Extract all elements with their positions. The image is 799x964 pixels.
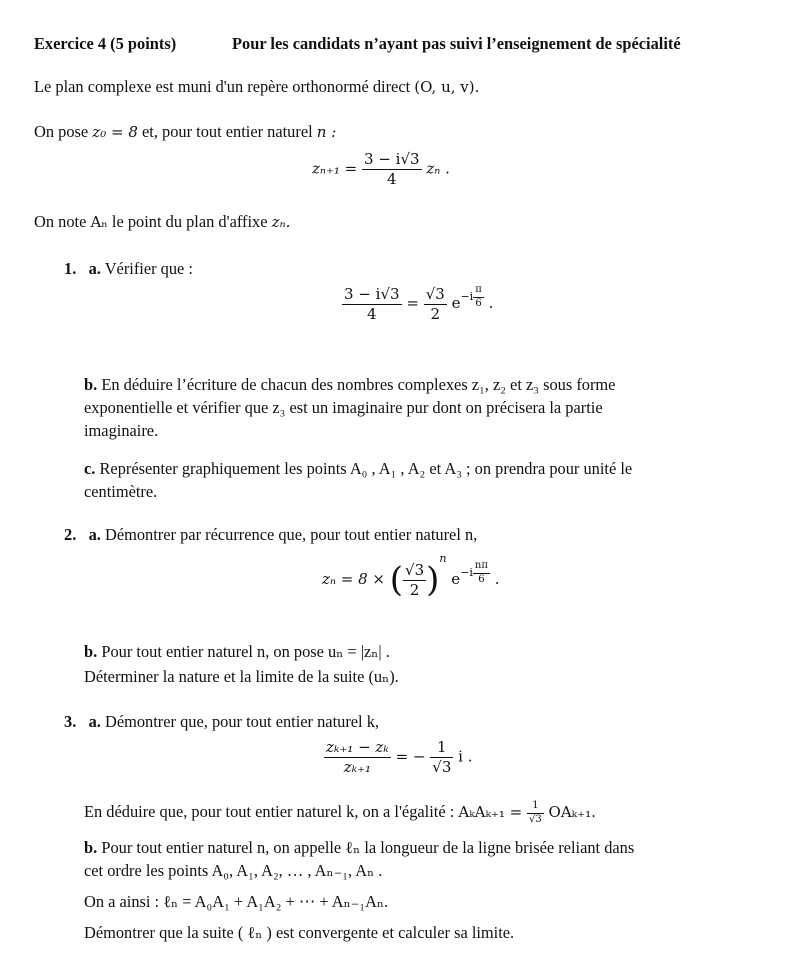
formula-verify: $\frac{3 - i√3}{4}$ = $\frac{√3}{2}$ $e^{-i \frac{\pi}{6}}$ . bbox=[344, 284, 494, 323]
q2-a-label: a. bbox=[88, 525, 101, 544]
q2-b-line2: Déterminer la nature et la limite de la suite (uₙ). bbox=[84, 667, 399, 686]
q3-a-label: a. bbox=[88, 712, 101, 731]
q3-a: 3. a. Démontrer que, pour tout entier naturel k, bbox=[64, 712, 379, 731]
fraction: $\frac{√3}{2}$ bbox=[405, 560, 425, 599]
q3-b-line3: On a ainsi : ℓₙ = A₀A₁ + A₁A₂ + ⋯ + Aₙ₋₁Aₙ. bbox=[84, 892, 389, 911]
fraction: $\frac{√3}{2}$ bbox=[425, 284, 445, 323]
q2-b-label: b. bbox=[84, 642, 98, 661]
intro-pose: On pose z₀ = 8 et, pour tout entier naturel n : bbox=[34, 122, 337, 141]
fraction: $\frac{\text{zₖ₊₁ − zₖ}}{\text{zₖ₊₁}}$ bbox=[326, 738, 389, 776]
q3-a-deduce: En déduire que, pour tout entier naturel k, on a l'égalité : AₖAₖ₊₁ = $\frac{1}{√3}$ OAₖ₊₁. bbox=[84, 800, 596, 825]
q1-b-line1: b. En déduire l’écriture de chacun des nombres complexes z₁, z₂ et z₃ sous forme bbox=[84, 375, 616, 394]
exercise-number: Exercice 4 (5 points) bbox=[34, 34, 177, 53]
exercise-audience: Pour les candidats n’ayant pas suivi l’enseignement de spécialité bbox=[232, 34, 681, 53]
fraction: $\frac{1}{√3}$ bbox=[529, 800, 542, 825]
formula-closed-form: zₙ = 8 × ( $\frac{√3}{2}$ )$^n$ $e^{-i \frac{n\pi}{6}}$ . bbox=[322, 552, 500, 600]
q1-c-label: c. bbox=[84, 459, 96, 478]
q3-b-line4: Démontrer que la suite ( ℓₙ ) est convergente et calculer sa limite. bbox=[84, 923, 515, 942]
q1-a: 1. a. Vérifier que : bbox=[64, 259, 193, 278]
exercise-title bbox=[34, 34, 176, 54]
intro-repere: Le plan complexe est muni d'un repère orthonormé direct (O, u, v). bbox=[34, 77, 480, 96]
fraction: $\frac{1}{√3}$ bbox=[432, 738, 452, 776]
repere-math: (O, u, v). bbox=[414, 78, 480, 96]
q1-c-line1: c. Représenter graphiquement les points A₀ , A₁ , A₂ et A₃ ; on prendra pour unité le bbox=[84, 459, 633, 478]
q1-number: 1. bbox=[64, 259, 77, 278]
q1-c-line2: centimètre. bbox=[84, 482, 158, 501]
q3-b-line1: b. Pour tout entier naturel n, on appelle ℓₙ la longueur de la ligne brisée reliant dans bbox=[84, 838, 635, 857]
q2-number: 2. bbox=[64, 525, 77, 544]
fraction: $\frac{3 - i√3}{4}$ bbox=[344, 284, 400, 323]
q1-b-line2: exponentielle et vérifier que z₃ est un imaginaire pur dont on précisera la partie bbox=[84, 398, 603, 417]
q1-b-line3: imaginaire. bbox=[84, 421, 159, 440]
q1-b-label: b. bbox=[84, 375, 98, 394]
q3-b-line2: cet ordre les points A₀, A₁, A₂, … , Aₙ₋₁, Aₙ . bbox=[84, 861, 383, 880]
exponent: −i nπ 6 bbox=[460, 560, 488, 585]
q3-number: 3. bbox=[64, 712, 77, 731]
q3-b-label: b. bbox=[84, 838, 98, 857]
formula-recurrence: zₙ₊₁ = $\frac{3 - i√3}{4}$ zₙ . bbox=[312, 150, 450, 188]
exponent: −i π 6 bbox=[460, 284, 482, 309]
q2-b-line1: b. Pour tout entier naturel n, on pose uₙ = |zₙ| . bbox=[84, 642, 390, 661]
formula-ratio: $\frac{\text{zₖ₊₁ − zₖ}}{\text{zₖ₊₁}}$ = − $\frac{1}{√3}$ i . bbox=[326, 738, 473, 776]
formula-equality: AₖAₖ₊₁ = $\frac{1}{√3}$ OAₖ₊₁. bbox=[458, 800, 596, 825]
intro-note: On note Aₙ le point du plan d'affixe zₙ. bbox=[34, 212, 291, 231]
q2-a: 2. a. Démontrer par récurrence que, pour tout entier naturel n, bbox=[64, 525, 478, 544]
fraction: $\frac{3 - i√3}{4}$ bbox=[364, 150, 420, 188]
q1-a-label: a. bbox=[88, 259, 101, 278]
